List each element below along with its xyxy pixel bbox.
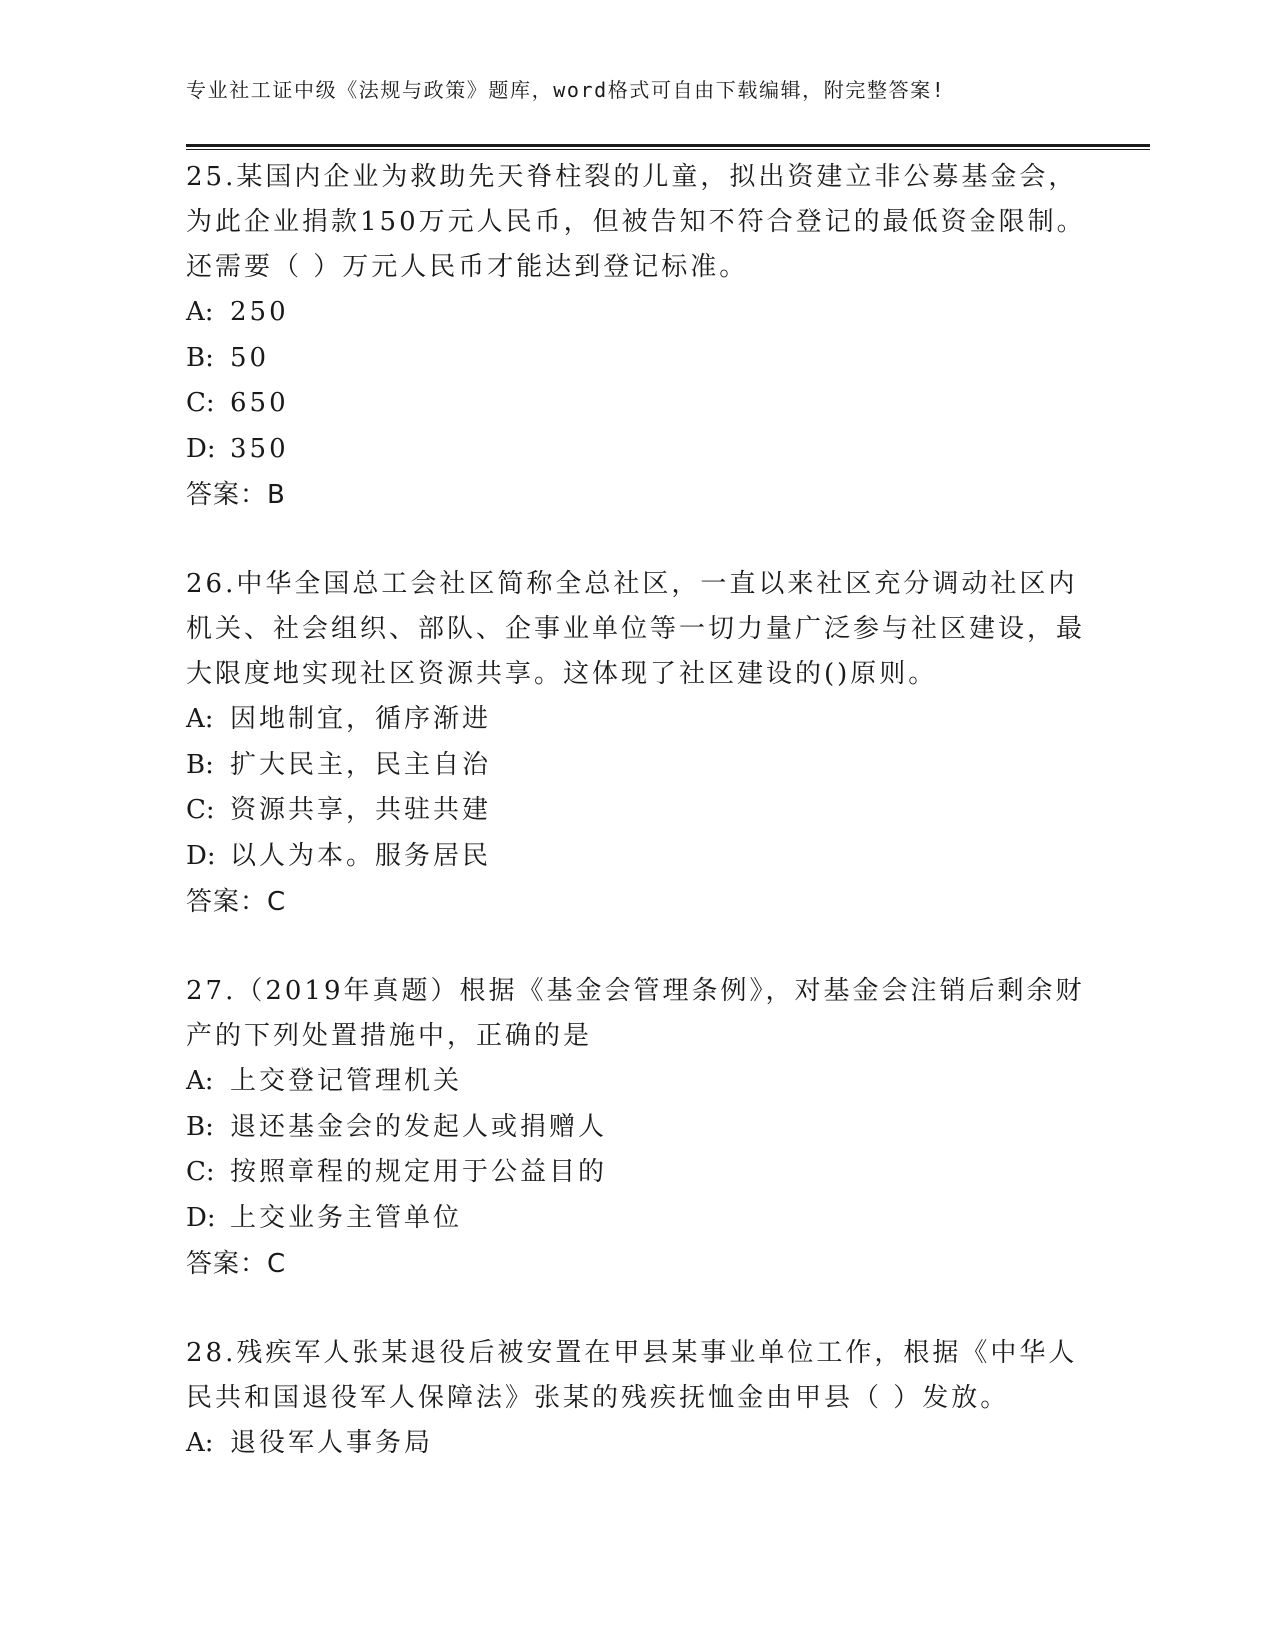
option-key: D: bbox=[186, 433, 216, 464]
option-text: 退还基金会的发起人或捐赠人 bbox=[230, 1111, 608, 1142]
option-a bbox=[186, 1421, 1106, 1467]
option-key: B: bbox=[186, 749, 214, 780]
option-key: B: bbox=[186, 1111, 214, 1142]
option-text: 资源共享，共驻共建 bbox=[230, 795, 492, 825]
header-divider-thin bbox=[186, 149, 1150, 150]
option-text: 扩大民主，民主自治 bbox=[230, 749, 492, 780]
option-b bbox=[186, 743, 1106, 789]
option-d bbox=[186, 1196, 1106, 1242]
option-a bbox=[186, 290, 1106, 336]
option-key: A: bbox=[186, 704, 214, 734]
option-key: A: bbox=[186, 1428, 214, 1458]
option-text: 因地制宜，循序渐进 bbox=[230, 704, 492, 734]
answer-line: 答案：C bbox=[186, 1249, 287, 1279]
option-key: D: bbox=[186, 1202, 216, 1233]
answer-line: 答案：B bbox=[186, 480, 286, 510]
option-d bbox=[186, 427, 1106, 473]
option-d bbox=[186, 834, 1106, 880]
option-key: C: bbox=[186, 1157, 215, 1187]
option-text: 650 bbox=[230, 388, 289, 418]
option-key: C: bbox=[186, 795, 215, 825]
option-key: D: bbox=[186, 840, 216, 871]
option-b bbox=[186, 336, 1106, 382]
question-stem: 28.残疾军人张某退役后被安置在甲县某事业单位工作，根据《中华人民共和国退役军人保障法》张某的残疾抚恤金由甲县（ ）发放。 bbox=[186, 1338, 1078, 1413]
option-text: 上交登记管理机关 bbox=[230, 1066, 463, 1096]
option-key: A: bbox=[186, 297, 214, 327]
page-header: 专业社工证中级《法规与政策》题库，word格式可自由下载编辑，附完整答案! bbox=[186, 78, 946, 102]
question-26 bbox=[186, 562, 1106, 925]
answer-line: 答案：C bbox=[186, 887, 287, 917]
option-text: 以人为本。服务居民 bbox=[230, 840, 492, 871]
question-27 bbox=[186, 969, 1106, 1287]
option-b bbox=[186, 1105, 1106, 1151]
question-25 bbox=[186, 155, 1106, 518]
option-a bbox=[186, 697, 1106, 743]
question-stem: 26.中华全国总工会社区简称全总社区，一直以来社区充分调动社区内机关、社会组织、部队、企事业单位等一切力量广泛参与社区建设，最大限度地实现社区资源共享。这体现了社区建设的()原则。 bbox=[186, 569, 1086, 689]
option-key: B: bbox=[186, 342, 214, 373]
option-key: C: bbox=[186, 388, 215, 418]
option-key: A: bbox=[186, 1066, 214, 1096]
option-text: 50 bbox=[230, 342, 270, 373]
option-a bbox=[186, 1059, 1106, 1105]
header-divider-thick bbox=[186, 144, 1150, 147]
question-stem: 25.某国内企业为救助先天脊柱裂的儿童，拟出资建立非公募基金会，为此企业捐款150万元人民币，但被告知不符合登记的最低资金限制。还需要（ ）万元人民币才能达到登记标准。 bbox=[186, 162, 1086, 282]
option-text: 按照章程的规定用于公益目的 bbox=[230, 1157, 608, 1187]
option-text: 退役军人事务局 bbox=[230, 1428, 434, 1458]
question-list bbox=[186, 155, 1106, 1511]
option-text: 250 bbox=[230, 297, 289, 327]
option-c bbox=[186, 788, 1106, 834]
option-text: 上交业务主管单位 bbox=[230, 1202, 463, 1233]
option-text: 350 bbox=[230, 433, 289, 464]
option-c bbox=[186, 1150, 1106, 1196]
option-c bbox=[186, 381, 1106, 427]
question-28 bbox=[186, 1331, 1106, 1467]
question-stem: 27.（2019年真题）根据《基金会管理条例》，对基金会注销后剩余财产的下列处置措施中，正确的是 bbox=[186, 976, 1085, 1051]
